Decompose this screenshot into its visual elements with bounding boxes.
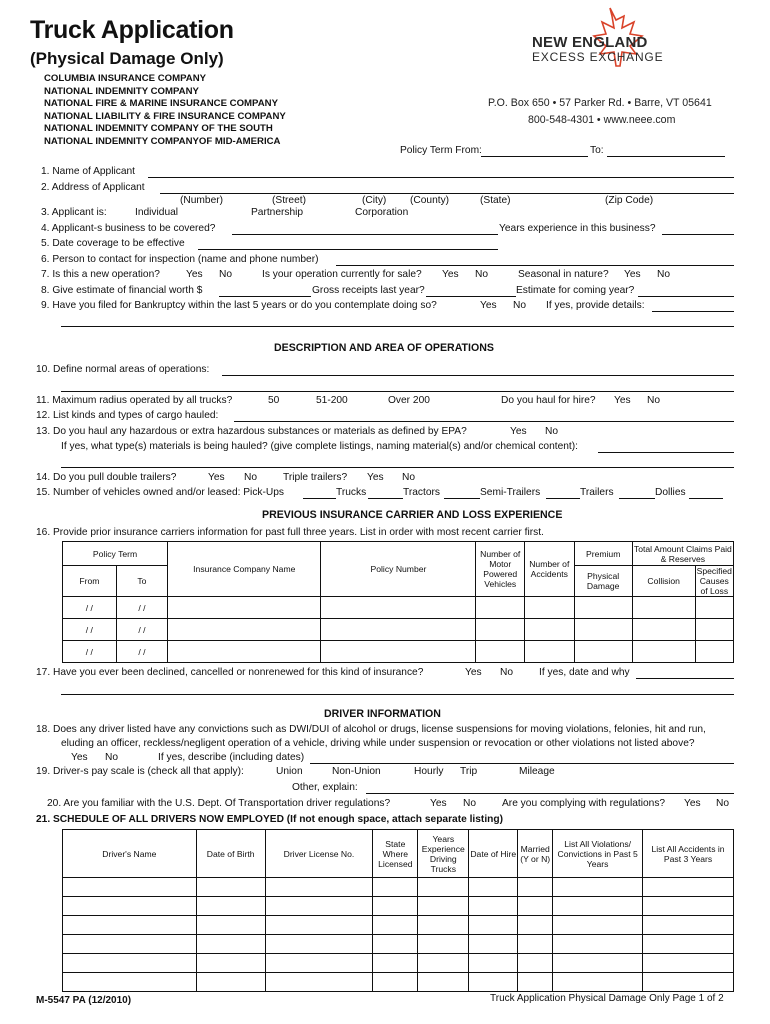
cell[interactable]	[469, 897, 518, 916]
company-cell[interactable]	[168, 619, 321, 641]
policy-term-from-field[interactable]	[481, 156, 588, 157]
cell[interactable]	[643, 916, 734, 935]
other-explain-label: Other, explain:	[292, 782, 358, 793]
q18-label-cont: eluding an officer, reckless/negligent operation of a vehicle, driving while under suspension or revocation or other violations not listed above?	[61, 738, 695, 749]
partnership-option[interactable]: Partnership	[251, 207, 304, 218]
cell[interactable]	[196, 954, 265, 973]
cargo-types-field[interactable]	[234, 421, 734, 422]
for-sale-no[interactable]: No	[475, 269, 489, 280]
semi-trailers-count-field[interactable]	[546, 498, 580, 499]
corporation-option[interactable]: Corporation	[355, 207, 409, 218]
to-cell[interactable]: / /	[116, 597, 167, 619]
collision-cell[interactable]	[632, 641, 695, 663]
cell[interactable]	[265, 954, 373, 973]
dot-familiar-yes[interactable]: Yes	[430, 798, 447, 809]
dot-familiar-no[interactable]: No	[463, 798, 477, 809]
pickups-count-field[interactable]	[303, 498, 336, 499]
specified-cell[interactable]	[695, 619, 733, 641]
hazardous-no[interactable]: No	[545, 426, 559, 437]
q10-label: 10. Define normal areas of operations:	[36, 364, 210, 375]
declined-details-line2[interactable]	[61, 694, 734, 695]
married-header: Married (Y or N)	[518, 830, 553, 878]
accidents-cell[interactable]	[524, 597, 574, 619]
addr-street-label: (Street)	[272, 195, 306, 206]
radius-50-option[interactable]: 50	[268, 395, 280, 406]
cell[interactable]	[196, 897, 265, 916]
q17-label: 17. Have you ever been declined, cancelled or nonrenewed for this kind of insurance?	[36, 667, 424, 678]
triple-trailers-yes[interactable]: Yes	[367, 472, 384, 483]
q5-label: 5. Date coverage to be effective	[41, 238, 185, 249]
company-cell[interactable]	[168, 641, 321, 663]
addr-number-label: (Number)	[180, 195, 224, 206]
cell[interactable]	[553, 916, 643, 935]
applicant-address-field[interactable]	[160, 193, 734, 194]
q12-label: 12. List kinds and types of cargo hauled:	[36, 410, 219, 421]
years-experience-field[interactable]	[662, 234, 734, 235]
table-row[interactable]	[63, 973, 734, 992]
date-of-birth-header: Date of Birth	[196, 830, 265, 878]
date-of-hire-header: Date of Hire	[469, 830, 518, 878]
policy-number-cell[interactable]	[321, 597, 476, 619]
cell[interactable]	[418, 973, 469, 992]
trailers-label: Trailers	[580, 487, 614, 498]
to-header: To	[116, 566, 167, 597]
for-sale-label: Is your operation currently for sale?	[262, 269, 422, 280]
q3-label: 3. Applicant is:	[41, 207, 107, 218]
company-name: NATIONAL LIABILITY & FIRE INSURANCE COMPANY	[44, 110, 286, 122]
to-cell[interactable]: / /	[116, 641, 167, 663]
areas-of-operation-field[interactable]	[222, 375, 734, 376]
form-subtitle: (Physical Damage Only)	[30, 49, 224, 68]
complying-yes[interactable]: Yes	[684, 798, 701, 809]
table-row[interactable]	[63, 897, 734, 916]
q19-label: 19. Driver-s pay scale is (check all that apply):	[36, 766, 244, 777]
q16-label: 16. Provide prior insurance carriers information for past full three years. List in order with most recent carrier first.	[36, 527, 544, 538]
cell[interactable]	[373, 897, 418, 916]
cell[interactable]	[643, 878, 734, 897]
addr-state-label: (State)	[480, 195, 511, 206]
hazardous-yes[interactable]: Yes	[510, 426, 527, 437]
trucks-count-field[interactable]	[368, 498, 403, 499]
table-row[interactable]	[63, 597, 734, 619]
business-covered-field[interactable]	[232, 234, 498, 235]
total-claims-header: Total Amount Claims Paid & Reserves	[633, 543, 732, 564]
specified-cell[interactable]	[695, 597, 733, 619]
cell[interactable]	[643, 954, 734, 973]
policy-term-header: Policy Term	[63, 542, 168, 566]
collision-cell[interactable]	[632, 619, 695, 641]
radius-51-200-option[interactable]: 51-200	[316, 395, 348, 406]
semi-trailers-label: Semi-Trailers	[480, 487, 541, 498]
company-name: COLUMBIA INSURANCE COMPANY	[44, 73, 207, 84]
cell[interactable]	[469, 935, 518, 954]
bankruptcy-yes[interactable]: Yes	[480, 300, 497, 311]
cell[interactable]	[418, 916, 469, 935]
specified-causes-header: Specified Causes of Loss	[696, 566, 732, 596]
cell[interactable]	[265, 878, 373, 897]
estimate-field[interactable]	[638, 296, 734, 297]
cell[interactable]	[63, 916, 197, 935]
form-number: M-5547 PA (12/2010)	[36, 995, 132, 1006]
vehicles-cell[interactable]	[476, 597, 525, 619]
cell[interactable]	[373, 973, 418, 992]
cell[interactable]	[418, 954, 469, 973]
table-row[interactable]	[63, 954, 734, 973]
table-row[interactable]	[63, 641, 734, 663]
haul-for-hire-no[interactable]: No	[647, 395, 661, 406]
cell[interactable]	[265, 897, 373, 916]
union-option[interactable]: Union	[276, 766, 303, 777]
q13-label: 13. Do you haul any hazardous or extra hazardous substances or materials as defined by EPA?	[36, 426, 467, 437]
company-name: NATIONAL INDEMNITY COMPANYOF MID-AMERICA	[44, 135, 281, 147]
company-list	[44, 73, 286, 149]
accidents-header: Number of Accidents	[524, 542, 574, 597]
tractors-count-field[interactable]	[444, 498, 480, 499]
page-number: Truck Application Physical Damage Only Page 1 of 2	[490, 993, 724, 1004]
cell[interactable]	[373, 878, 418, 897]
cell[interactable]	[518, 973, 553, 992]
other-explain-field[interactable]	[366, 793, 734, 794]
cell[interactable]	[418, 878, 469, 897]
bankruptcy-details-field[interactable]	[652, 311, 734, 312]
hourly-option[interactable]: Hourly	[414, 766, 444, 777]
seasonal-label: Seasonal in nature?	[518, 269, 609, 280]
cell[interactable]	[196, 878, 265, 897]
q9-label: 9. Have you filed for Bankruptcy within the last 5 years or do you contemplate doing so?	[41, 300, 437, 311]
seasonal-no[interactable]: No	[657, 269, 671, 280]
q18-label: 18. Does any driver listed have any convictions such as DWI/DUI of alcohol or drugs, license suspensions for moving violations, felonies, hit and run,	[36, 724, 706, 735]
operations-heading: DESCRIPTION AND AREA OF OPERATIONS	[274, 342, 494, 354]
drivers-table	[62, 829, 734, 992]
cell[interactable]	[265, 935, 373, 954]
addr-zip-label: (Zip Code)	[605, 195, 654, 206]
q8-label: 8. Give estimate of financial worth $	[41, 285, 203, 296]
q6-label: 6. Person to contact for inspection (name and phone number)	[41, 254, 319, 265]
collision-cell[interactable]	[632, 597, 695, 619]
from-cell[interactable]: / /	[63, 619, 117, 641]
cell[interactable]	[518, 897, 553, 916]
accidents-cell[interactable]	[524, 619, 574, 641]
table-row[interactable]	[63, 916, 734, 935]
cell[interactable]	[196, 935, 265, 954]
cell[interactable]	[196, 973, 265, 992]
policy-term-to-field[interactable]	[607, 156, 725, 157]
cell[interactable]	[643, 935, 734, 954]
gross-receipts-label: Gross receipts last year?	[312, 285, 425, 296]
effective-date-field[interactable]	[198, 249, 498, 250]
logo-text-line2: EXCESS EXCHANGE	[532, 50, 664, 64]
triple-trailers-no[interactable]: No	[402, 472, 416, 483]
q2-label: 2. Address of Applicant	[41, 182, 145, 193]
company-name: NATIONAL FIRE & MARINE INSURANCE COMPANY	[44, 98, 278, 110]
cell[interactable]	[643, 897, 734, 916]
trip-option[interactable]: Trip	[460, 766, 478, 777]
company-name: NATIONAL INDEMNITY COMPANY OF THE SOUTH	[44, 123, 273, 135]
seasonal-yes[interactable]: Yes	[624, 269, 641, 280]
tractors-label: Tractors	[403, 487, 440, 498]
individual-option[interactable]: Individual	[135, 207, 179, 218]
trailers-count-field[interactable]	[619, 498, 655, 499]
cell[interactable]	[373, 935, 418, 954]
premium-cell[interactable]	[574, 597, 632, 619]
hazardous-materials-line2[interactable]	[61, 467, 734, 468]
vehicles-header: Number of Motor Powered Vehicles	[476, 542, 525, 597]
logo-text-line1: NEW ENGLAND	[532, 34, 648, 51]
prior-insurance-heading: PREVIOUS INSURANCE CARRIER AND LOSS EXPERIENCE	[262, 509, 563, 521]
double-trailers-yes[interactable]: Yes	[208, 472, 225, 483]
policy-number-cell[interactable]	[321, 619, 476, 641]
q1-label: 1. Name of Applicant	[41, 166, 136, 177]
license-number-header: Driver License No.	[265, 830, 373, 878]
policy-number-header: Policy Number	[321, 542, 476, 597]
haul-for-hire-yes[interactable]: Yes	[614, 395, 631, 406]
gross-receipts-field[interactable]	[426, 296, 516, 297]
for-sale-yes[interactable]: Yes	[442, 269, 459, 280]
accidents-header: List All Accidents in Past 3 Years	[643, 830, 734, 878]
trucks-label: Trucks	[336, 487, 367, 498]
cell[interactable]	[418, 935, 469, 954]
company-logo	[530, 6, 710, 88]
vehicles-cell[interactable]	[476, 641, 525, 663]
cell[interactable]	[63, 935, 197, 954]
mileage-option[interactable]: Mileage	[519, 766, 555, 777]
vehicles-cell[interactable]	[476, 619, 525, 641]
policy-number-cell[interactable]	[321, 641, 476, 663]
q4-label: 4. Applicant-s business to be covered?	[41, 223, 216, 234]
premium-cell[interactable]	[574, 619, 632, 641]
details-label: If yes, provide details:	[546, 300, 645, 311]
areas-of-operation-line2[interactable]	[61, 391, 734, 392]
table-row[interactable]	[63, 935, 734, 954]
cell[interactable]	[265, 973, 373, 992]
inspection-contact-field[interactable]	[336, 265, 734, 266]
cell[interactable]	[553, 935, 643, 954]
declined-details-field[interactable]	[636, 678, 734, 679]
company-name-header: Insurance Company Name	[168, 542, 321, 597]
driver-info-heading: DRIVER INFORMATION	[324, 708, 441, 720]
financial-worth-field[interactable]	[219, 296, 311, 297]
drivers-name-header: Driver's Name	[63, 830, 197, 878]
premium-header: Premium	[574, 542, 632, 566]
cell[interactable]	[518, 935, 553, 954]
state-licensed-header: State Where Licensed	[373, 830, 418, 878]
declined-date-label: If yes, date and why	[539, 667, 630, 678]
prior-carriers-table	[62, 541, 734, 663]
company-cell[interactable]	[168, 597, 321, 619]
from-header: From	[63, 566, 117, 597]
dollies-count-field[interactable]	[689, 498, 723, 499]
cell[interactable]	[469, 954, 518, 973]
addr-county-label: (County)	[410, 195, 450, 206]
declined-no[interactable]: No	[500, 667, 514, 678]
convictions-describe-label: If yes, describe (including dates)	[158, 752, 305, 763]
cell[interactable]	[469, 878, 518, 897]
declined-yes[interactable]: Yes	[465, 667, 482, 678]
policy-term-to-label: To:	[590, 145, 604, 156]
non-union-option[interactable]: Non-Union	[332, 766, 381, 777]
cell[interactable]	[518, 954, 553, 973]
cell[interactable]	[553, 897, 643, 916]
hazardous-materials-field[interactable]	[598, 452, 734, 453]
years-experience-label: Years experience in this business?	[499, 223, 656, 234]
new-operation-yes[interactable]: Yes	[186, 269, 203, 280]
company-contact: 800-548-4301 • www.neee.com	[528, 114, 676, 126]
table-row[interactable]	[63, 878, 734, 897]
accidents-cell[interactable]	[524, 641, 574, 663]
q7-label: 7. Is this a new operation?	[41, 269, 160, 280]
cell[interactable]	[418, 897, 469, 916]
radius-over-200-option[interactable]: Over 200	[388, 395, 430, 406]
cell[interactable]	[553, 878, 643, 897]
years-experience-header: Years Experience Driving Trucks	[418, 830, 469, 878]
violations-header: List All Violations/ Convictions in Past 5 Years	[553, 830, 643, 878]
cell[interactable]	[553, 973, 643, 992]
premium-cell[interactable]	[574, 641, 632, 663]
convictions-yes[interactable]: Yes	[71, 752, 88, 763]
to-cell[interactable]: / /	[116, 619, 167, 641]
policy-term-from-label: Policy Term From:	[400, 145, 482, 156]
from-cell[interactable]: / /	[63, 597, 117, 619]
convictions-details-field[interactable]	[310, 763, 734, 764]
q15-label: 15. Number of vehicles owned and/or leased: Pick-Ups	[36, 487, 285, 498]
convictions-no[interactable]: No	[105, 752, 119, 763]
cell[interactable]	[63, 897, 197, 916]
applicant-name-field[interactable]	[148, 177, 734, 178]
collision-header: Collision	[632, 566, 695, 597]
q13-if-label: If yes, what type(s) materials is being hauled? (give complete listings, naming material(s) and/or chemical content):	[61, 441, 578, 452]
cell[interactable]	[265, 916, 373, 935]
cell[interactable]	[553, 954, 643, 973]
bankruptcy-details-line2[interactable]	[61, 326, 734, 327]
company-name: NATIONAL INDEMNITY COMPANY	[44, 85, 199, 97]
from-cell[interactable]: / /	[63, 641, 117, 663]
estimate-label: Estimate for coming year?	[516, 285, 635, 296]
table-row[interactable]	[63, 619, 734, 641]
dollies-label: Dollies	[655, 487, 686, 498]
triple-trailers-label: Triple trailers?	[283, 472, 348, 483]
cell[interactable]	[63, 973, 197, 992]
cell[interactable]	[469, 973, 518, 992]
cell[interactable]	[373, 916, 418, 935]
cell[interactable]	[196, 916, 265, 935]
bankruptcy-no[interactable]: No	[513, 300, 527, 311]
haul-for-hire-label: Do you haul for hire?	[501, 395, 596, 406]
cell[interactable]	[643, 973, 734, 992]
cell[interactable]	[469, 916, 518, 935]
addr-city-label: (City)	[362, 195, 387, 206]
company-address: P.O. Box 650 • 57 Parker Rd. • Barre, VT 05641	[488, 97, 712, 109]
specified-cell[interactable]	[695, 641, 733, 663]
q20-label: 20. Are you familiar with the U.S. Dept. Of Transportation driver regulations?	[47, 798, 391, 809]
new-operation-no[interactable]: No	[219, 269, 233, 280]
cell[interactable]	[518, 916, 553, 935]
complying-label: Are you complying with regulations?	[502, 798, 666, 809]
cell[interactable]	[63, 878, 197, 897]
form-title: Truck Application	[30, 16, 234, 44]
complying-no[interactable]: No	[716, 798, 730, 809]
double-trailers-no[interactable]: No	[244, 472, 258, 483]
cell[interactable]	[518, 878, 553, 897]
q11-label: 11. Maximum radius operated by all trucks?	[36, 395, 233, 406]
q14-label: 14. Do you pull double trailers?	[36, 472, 177, 483]
q21-label: 21. SCHEDULE OF ALL DRIVERS NOW EMPLOYED (If not enough space, attach separate listing)	[36, 814, 503, 825]
cell[interactable]	[63, 954, 197, 973]
cell[interactable]	[373, 954, 418, 973]
physical-damage-header: Physical Damage	[574, 566, 632, 597]
